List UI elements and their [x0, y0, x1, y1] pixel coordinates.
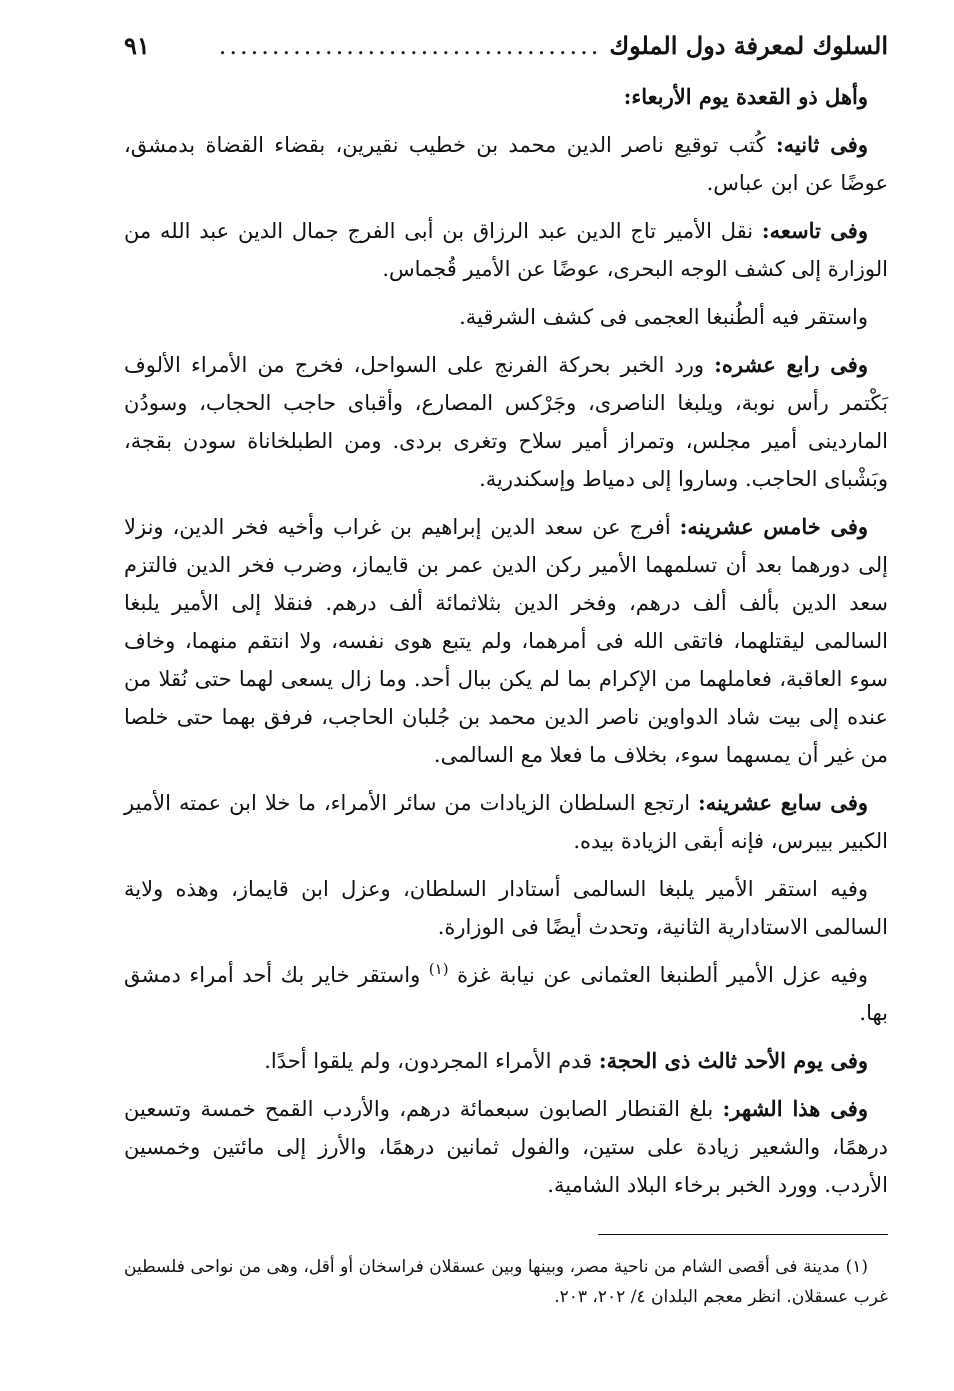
entry-paragraph	[124, 508, 888, 774]
entry-paragraph	[124, 1042, 888, 1080]
entry-text: نقل الأمير تاج الدين عبد الرزاق بن أبى الفرج جمال الدين عبد الله من الوزارة إلى كشف الوجه البحرى، عوضًا عن الأمير قُجماس.	[124, 219, 888, 281]
entry-paragraph	[124, 298, 888, 336]
entry-text: وفيه عزل الأمير ألطنبغا العثمانى عن نيابة غزة	[457, 963, 868, 987]
entry-text: أفرج عن سعد الدين إبراهيم بن غراب وأخيه فخر الدين، ونزلا إلى دورهما بعد أن تسلمهما الأمير ركن الدين عمر بن قايماز، وضرب فخر الدين فالتزم سعد الدين بألف ألف درهم، وفخر الدين بثلاثمائة ألف درهم. فنقلا إلى الأمير يلبغا السالمى ليقتلهما، فاتقى الله فى أمرهما، ولم يتبع هوى نفسه، ولا انتقم منهما، وخاف سوء العاقبة، فعاملهما من الإكرام بما لم يكن ببال أحد. وما زال يسعى لهما حتى نُقلا من عنده إلى بيت شاد الدواوين ناصر الدين محمد بن جُلبان الحاجب، فرفق بهما حتى خلصا من غير أن يمسهما سوء، بخلاف ما فعلا مع السالمى.	[124, 515, 888, 767]
month-heading: وأهل ذو القعدة يوم الأربعاء:	[623, 84, 868, 109]
entry-paragraph	[124, 870, 888, 946]
entry-lead: وفى سابع عشرينه:	[698, 790, 868, 815]
entry-paragraph	[124, 212, 888, 288]
entry-text-continued: واستقر خاير بك أحد أمراء دمشق بها.	[124, 963, 888, 1025]
footnote-reference[interactable]: (١)	[428, 960, 449, 978]
entry-paragraph	[124, 784, 888, 860]
entry-lead: وفى تاسعه:	[761, 218, 868, 243]
entry-text: ارتجع السلطان الزيادات من سائر الأمراء، ما خلا ابن عمته الأمير الكبير بيبرس، فإنه أبقى الزيادة بيده.	[124, 791, 888, 853]
leader-dots: ....................................	[218, 32, 602, 60]
entry-lead: وفى ثانيه:	[775, 132, 868, 157]
main-text	[124, 78, 888, 1204]
book-title: السلوك لمعرفة دول الملوك	[609, 31, 888, 60]
entry-paragraph	[124, 126, 888, 202]
running-header	[124, 28, 888, 64]
entry-text: بلغ القنطار الصابون سبعمائة درهم، والأردب القمح خمسة وتسعين درهمًا، والشعير زيادة على ستين، والفول ثمانين درهمًا، والأرز إلى مائتين وخمسين الأردب. وورد الخبر برخاء البلاد الشامية.	[124, 1097, 888, 1197]
entry-text: وفيه استقر الأمير يلبغا السالمى أستادار السلطان، وعزل ابن قايماز، وهذه ولاية السالمى الاستادارية الثانية، وتحدث أيضًا فى الوزارة.	[124, 877, 888, 939]
footnote: (١) مدينة فى أقصى الشام من ناحية مصر، وبينها وبين عسقلان فراسخان أو أقل، وهى من نواحى فلسطين غرب عسقلان. انظر معجم البلدان ٤/ ٢٠٢، ٢٠٣.	[124, 1257, 888, 1307]
entry-lead: وفى هذا الشهر:	[722, 1096, 868, 1121]
entry-text: كُتب توقيع ناصر الدين محمد بن خطيب نقيرين، بقضاء القضاة بدمشق، عوضًا عن ابن عباس.	[124, 133, 888, 195]
entry-lead: وفى خامس عشرينه:	[679, 514, 869, 539]
entry-paragraph	[124, 346, 888, 498]
entry-paragraph	[124, 956, 888, 1032]
entry-text: ورد الخبر بحركة الفرنج على السواحل، فخرج من الأمراء الألوف بَكْتمر رأس نوبة، ويلبغا الناصرى، وجَرْكس المصارع، وأقباى حاجب الحجاب، وسودُن الماردينى أمير مجلس، وتمراز أمير سلاح وتغرى بردى. ومن الطبلخاناة سودن بقجة، وبَشْباى الحاجب. وساروا إلى دمياط وإسكندرية.	[124, 353, 888, 491]
entry-lead: وفى رابع عشره:	[714, 352, 868, 377]
entry-text: قدم الأمراء المجردون، ولم يلقوا أحدًا.	[264, 1049, 599, 1073]
entry-text: واستقر فيه ألطُنبغا العجمى فى كشف الشرقية.	[459, 305, 868, 329]
page-number: ٩١	[124, 31, 150, 60]
footnote-divider	[598, 1234, 888, 1235]
entry-lead: وفى يوم الأحد ثالث ذى الحجة:	[598, 1048, 868, 1073]
entry-paragraph	[124, 1090, 888, 1204]
